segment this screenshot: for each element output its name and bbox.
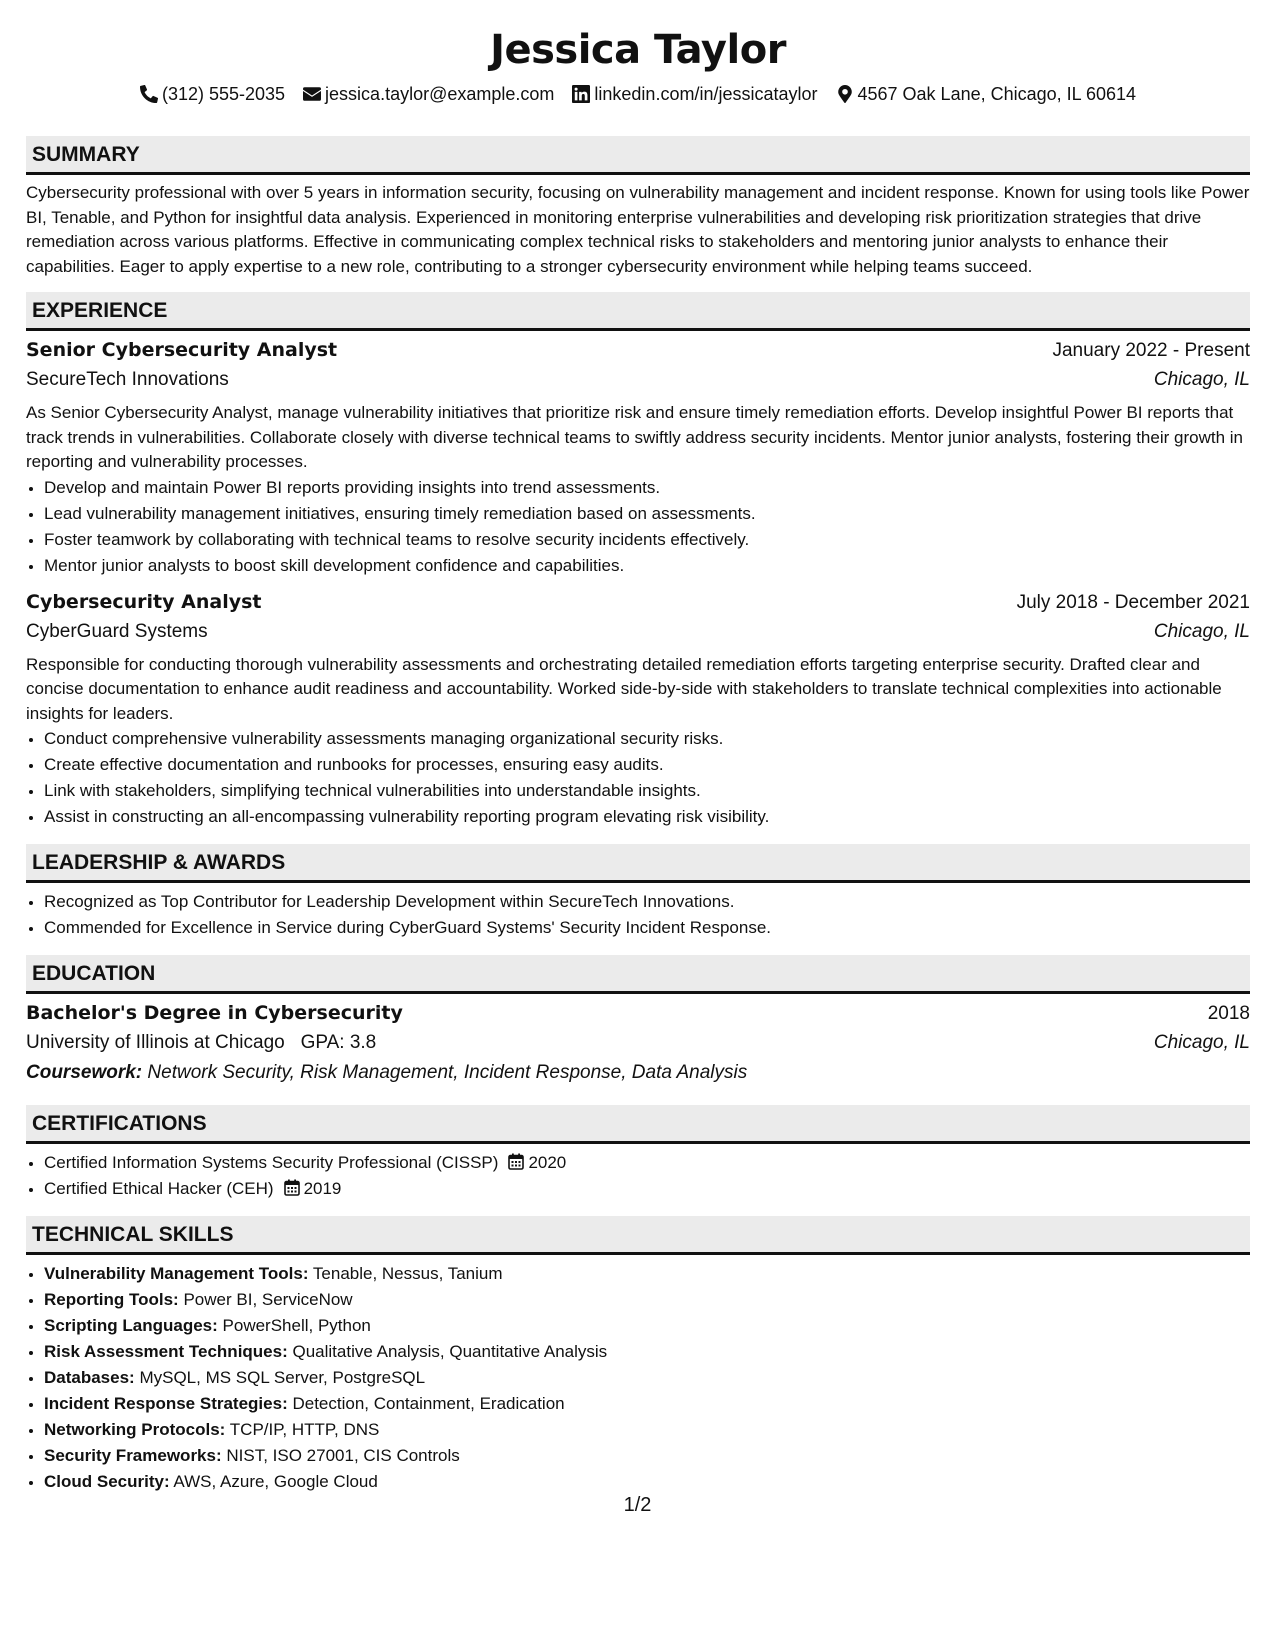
phone-text: (312) 555-2035: [161, 83, 286, 104]
skill-values: AWS, Azure, Google Cloud: [173, 1472, 378, 1491]
list-item: • Foster teamwork by collaborating with technical teams to resolve security incidents effectively.: [44, 527, 1250, 553]
skill-values: Tenable, Nessus, Tanium: [312, 1264, 503, 1283]
coursework-line: [26, 1058, 1250, 1088]
resume-page: [26, 0, 1250, 1495]
list-item: • Mentor junior analysts to boost skill development confidence and capabilities.: [44, 553, 1250, 579]
experience-heading: EXPERIENCE: [26, 292, 1250, 331]
skill-values: MySQL, MS SQL Server, PostgreSQL: [139, 1368, 426, 1387]
list-item: [44, 1261, 1250, 1287]
job-entry: [26, 335, 1250, 579]
certifications-list: [26, 1150, 1250, 1202]
job-dates: July 2018 - December 2021: [1016, 591, 1250, 613]
graduation-year: 2018: [1207, 1003, 1250, 1024]
job-company: CyberGuard Systems: [26, 620, 208, 642]
job-description: As Senior Cybersecurity Analyst, manage vulnerability initiatives that prioritize risk and ensure timely remediation efforts. Develop insightful Power BI reports that track trends in vulnerabilities. Collaborate closely with diverse technical teams to swiftly address security incidents. Mentor junior analysts, fostering their growth in reporting and vulnerability processes.: [26, 403, 1243, 471]
skill-values: TCP/IP, HTTP, DNS: [229, 1420, 380, 1439]
linkedin-link[interactable]: linkedin.com/in/jessicataylor: [594, 83, 818, 104]
list-item: • Create effective documentation and runbooks for processes, ensuring easy audits.: [44, 752, 1250, 778]
list-item: [44, 1443, 1250, 1469]
skill-category: Vulnerability Management Tools:: [44, 1264, 309, 1283]
list-item: [44, 1313, 1250, 1339]
summary-heading: SUMMARY: [26, 136, 1250, 175]
list-item: [44, 1365, 1250, 1391]
list-item: • Develop and maintain Power BI reports providing insights into trend assessments.: [44, 475, 1250, 501]
page-indicator: 1/2: [623, 1494, 652, 1516]
list-item: • Recognized as Top Contributor for Leadership Development within SecureTech Innovations.: [44, 889, 1250, 915]
school-location: Chicago, IL: [1153, 1032, 1250, 1053]
coursework-list: Network Security, Risk Management, Incident Response, Data Analysis: [147, 1062, 748, 1083]
job-title: Cybersecurity Analyst: [26, 590, 262, 613]
skill-category: Reporting Tools:: [44, 1290, 179, 1309]
job-subheader-row: [26, 365, 1250, 395]
candidate-name: Jessica Taylor: [490, 27, 786, 73]
list-item: • Conduct comprehensive vulnerability assessments managing organizational security risks.: [44, 726, 1250, 752]
list-item: [44, 1417, 1250, 1443]
coursework-label: Coursework:: [26, 1062, 143, 1083]
skill-category: Risk Assessment Techniques:: [44, 1342, 288, 1361]
list-item: [44, 1287, 1250, 1313]
education-entry: [26, 998, 1250, 1088]
job-description: Responsible for conducting thorough vulnerability assessments and orchestrating detailed remediation efforts targeting enterprise security. Drafted clear and concise documentation to enhance audit readiness and accountability. Worked side-by-side with stakeholders to translate technical complexities into actionable insights for leaders.: [26, 654, 1222, 723]
skill-values: NIST, ISO 27001, CIS Controls: [226, 1446, 460, 1465]
education-header-row: [26, 998, 1250, 1028]
list-item: • Commended for Excellence in Service during CyberGuard Systems' Security Incident Response.: [44, 915, 1250, 941]
skill-category: Networking Protocols:: [44, 1420, 226, 1439]
skill-category: Security Frameworks:: [44, 1446, 222, 1465]
job-header-row: [26, 587, 1250, 617]
skill-values: Detection, Containment, Eradication: [292, 1394, 565, 1413]
leadership-list: [26, 889, 1250, 941]
job-bullets: [26, 726, 1250, 830]
job-company: SecureTech Innovations: [26, 369, 229, 390]
envelope-icon: [303, 85, 325, 103]
address-text: 4567 Oak Lane, Chicago, IL 60614: [857, 83, 1137, 104]
calendar-icon: [508, 1153, 524, 1170]
list-item: [44, 1176, 1250, 1202]
job-subheader-row: [26, 617, 1250, 647]
job-title: Senior Cybersecurity Analyst: [26, 339, 338, 361]
contact-address: [836, 84, 1137, 105]
contact-phone: [140, 84, 285, 105]
contact-email[interactable]: [303, 84, 554, 105]
list-item: [44, 1339, 1250, 1365]
education-heading: EDUCATION: [26, 955, 1250, 994]
job-header-row: [26, 335, 1250, 365]
education-subheader-row: [26, 1028, 1250, 1058]
job-dates: January 2022 - Present: [1052, 340, 1250, 361]
school-line: [26, 1028, 376, 1058]
cert-name: Certified Information Systems Security Professional (CISSP): [44, 1153, 499, 1172]
list-item: • Assist in constructing an all-encompassing vulnerability reporting program elevating risk visibility.: [44, 804, 1250, 830]
email-link[interactable]: jessica.taylor@example.com: [325, 83, 555, 104]
contact-linkedin[interactable]: [572, 84, 817, 105]
list-item: [44, 1150, 1250, 1176]
skill-category: Databases:: [44, 1368, 135, 1387]
cert-year: 2020: [528, 1153, 567, 1172]
list-item: • Link with stakeholders, simplifying technical vulnerabilities into understandable insights.: [44, 778, 1250, 804]
skills-heading: TECHNICAL SKILLS: [26, 1216, 1250, 1255]
skill-values: Power BI, ServiceNow: [183, 1290, 353, 1309]
school-name: University of Illinois at Chicago: [26, 1032, 285, 1053]
phone-icon: [140, 85, 162, 103]
list-item: • Lead vulnerability management initiatives, ensuring timely remediation based on assessments.: [44, 501, 1250, 527]
summary-text: Cybersecurity professional with over 5 years in information security, focusing on vulnerability management and incident response. Known for using tools like Power BI, Tenable, and Python for insightful data analysis. Experienced in monitoring enterprise vulnerabilities and developing risk prioritization strategies that drive remediation across various platforms. Effective in communicating complex technical risks to stakeholders and mentoring junior analysts to enhance their capabilities. Eager to apply expertise to a new role, contributing to a stronger cybersecurity environment while helping teams succeed.: [26, 183, 1250, 276]
skills-list: [26, 1261, 1250, 1495]
map-marker-icon: [836, 85, 858, 103]
skill-category: Cloud Security:: [44, 1472, 170, 1491]
skill-category: Incident Response Strategies:: [44, 1394, 288, 1413]
job-bullets: [26, 475, 1250, 579]
calendar-icon: [284, 1179, 300, 1196]
cert-name: Certified Ethical Hacker (CEH): [44, 1179, 274, 1198]
contact-bar: [26, 82, 1250, 106]
gpa: GPA: 3.8: [300, 1032, 377, 1053]
job-location: Chicago, IL: [1153, 620, 1250, 642]
skill-values: Qualitative Analysis, Quantitative Analysis: [292, 1342, 608, 1361]
leadership-heading: LEADERSHIP & AWARDS: [26, 844, 1250, 883]
skill-category: Scripting Languages:: [44, 1316, 218, 1335]
job-location: Chicago, IL: [1153, 369, 1250, 390]
list-item: [44, 1469, 1250, 1495]
certifications-heading: CERTIFICATIONS: [26, 1105, 1250, 1144]
linkedin-icon: [572, 85, 594, 103]
skill-values: PowerShell, Python: [222, 1316, 371, 1335]
job-entry: [26, 587, 1250, 831]
degree-title: Bachelor's Degree in Cybersecurity: [26, 1002, 403, 1024]
list-item: [44, 1391, 1250, 1417]
cert-year: 2019: [303, 1179, 342, 1198]
